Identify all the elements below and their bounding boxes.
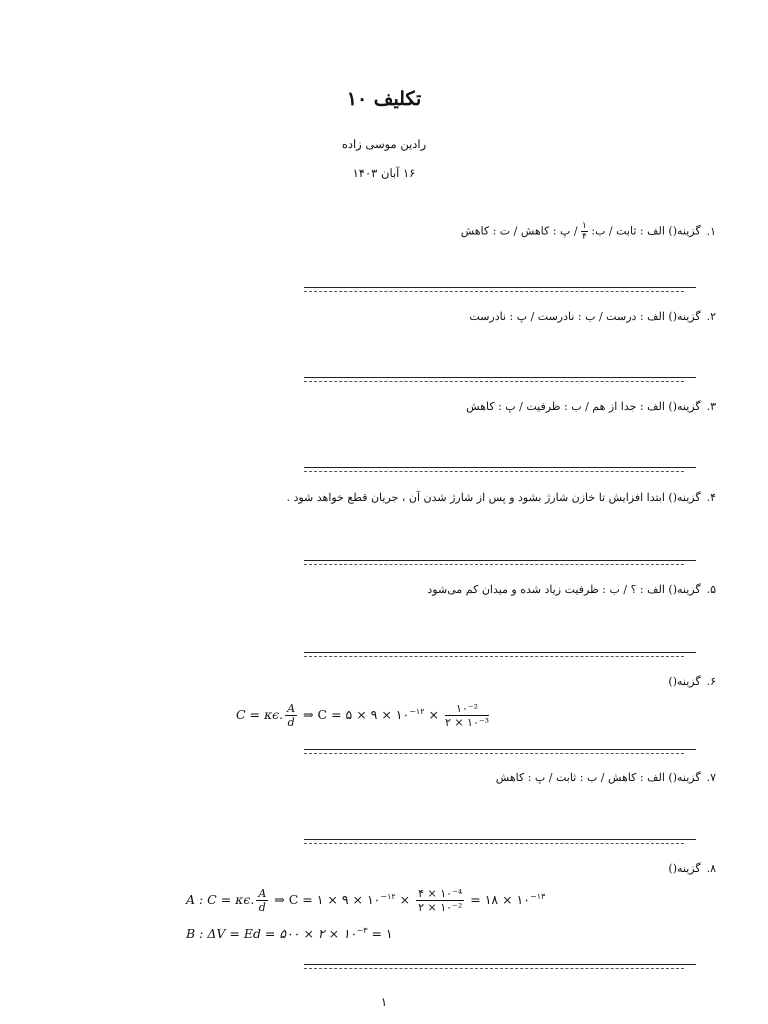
answer-separator (304, 560, 696, 566)
eq-times: × (395, 892, 415, 907)
eq-lhs: C = κϵ. (236, 707, 284, 722)
question-1 (461, 221, 716, 242)
eq-middle: ⇒ C = ۵ × ۹ × ۱۰ (299, 707, 410, 722)
question-7 (496, 771, 716, 784)
question-text: گزینه() ابتدا افزایش تا خازن شارژ بشود و پس از شارژ شدن آن ، جریان قطع خواهد شود . (286, 491, 701, 504)
document-title: تکلیف ۱۰ (346, 88, 422, 110)
fraction-numerator: ۱ (582, 221, 587, 231)
eq-frac-num: A (258, 887, 267, 900)
answer-separator (304, 467, 696, 473)
document-date: ۱۶ آبان ۱۴۰۳ (352, 166, 416, 180)
question-number: ۷. (706, 771, 716, 784)
question-6 (668, 675, 716, 688)
answer-separator (304, 287, 696, 293)
question-8 (668, 862, 716, 875)
equation-capacitance-6 (236, 702, 491, 729)
question-number: ۳. (706, 400, 716, 413)
eq-exponent: −۱۲ (409, 706, 425, 716)
question-number: ۶. (706, 675, 716, 688)
equation-capacitance-8a (186, 887, 545, 914)
answer-separator (304, 377, 696, 383)
eq-exponent: −۳ (356, 926, 368, 935)
question-text: گزینه() (668, 862, 701, 875)
question-number: ۱. (706, 224, 716, 238)
eq-lhs: A : C = κϵ. (186, 892, 255, 907)
eq-frac-num: ۴ × ۱۰⁻⁴ (418, 887, 463, 900)
question-2 (469, 310, 716, 323)
question-number: ۵. (706, 583, 716, 596)
fraction-denominator: ۴ (582, 232, 587, 242)
eq-frac-den: ۲ × ۱۰⁻³ (444, 716, 490, 729)
eq-result: = ۱۸ × ۱۰ (466, 892, 530, 907)
question-text: گزینه() الف : کاهش / ب : ثابت / پ : کاهش (495, 771, 701, 784)
eq-result-exponent: −۱۳ (529, 891, 546, 901)
fraction (581, 221, 588, 242)
answer-separator (304, 964, 696, 970)
page-number: ۱ (380, 995, 388, 1009)
answer-separator (304, 749, 696, 755)
eq-tail: = ۱ (367, 926, 393, 942)
eq-middle: ⇒ C = ۱ × ۹ × ۱۰ (270, 892, 381, 907)
question-text: گزینه() (668, 675, 701, 688)
eq-fraction-a-over-d (256, 887, 268, 914)
answer-separator (304, 839, 696, 845)
question-4 (286, 491, 716, 504)
eq-fraction-values (416, 887, 464, 914)
question-text-continued: / پ : کاهش / ت : کاهش (460, 224, 582, 238)
question-number: ۴. (706, 491, 716, 504)
question-text: گزینه() الف : درست / ب : نادرست / پ : نادرست (469, 310, 701, 323)
question-number: ۸. (706, 862, 716, 875)
eq-fraction-values (445, 702, 489, 729)
answer-separator (304, 652, 696, 658)
eq-frac-num: ۱۰⁻² (445, 702, 489, 716)
eq-voltage: B : ΔV = Ed = ۵۰۰ × ۲ × ۱۰ (186, 926, 357, 942)
question-3 (466, 400, 716, 413)
question-text: گزینه() الف : ثابت / ب: (587, 224, 701, 238)
question-text: گزینه() الف : جدا از هم / ب : ظرفیت / پ : کاهش (466, 400, 701, 413)
question-text: گزینه() الف : ؟ / ب : ظرفیت زیاد شده و میدان کم می‌شود (427, 583, 701, 596)
eq-frac-den: d (258, 901, 266, 914)
eq-fraction-a-over-d (285, 702, 297, 729)
eq-frac-den: d (287, 716, 295, 729)
eq-times: × (424, 707, 443, 722)
equation-voltage-8b (186, 926, 393, 941)
eq-exponent: −۱۲ (380, 891, 396, 901)
question-number: ۲. (706, 310, 716, 323)
eq-frac-num: A (287, 702, 296, 715)
question-5 (427, 583, 716, 596)
eq-frac-den: ۲ × ۱۰⁻² (418, 901, 463, 914)
author-name: رادین موسی زاده (341, 137, 427, 151)
